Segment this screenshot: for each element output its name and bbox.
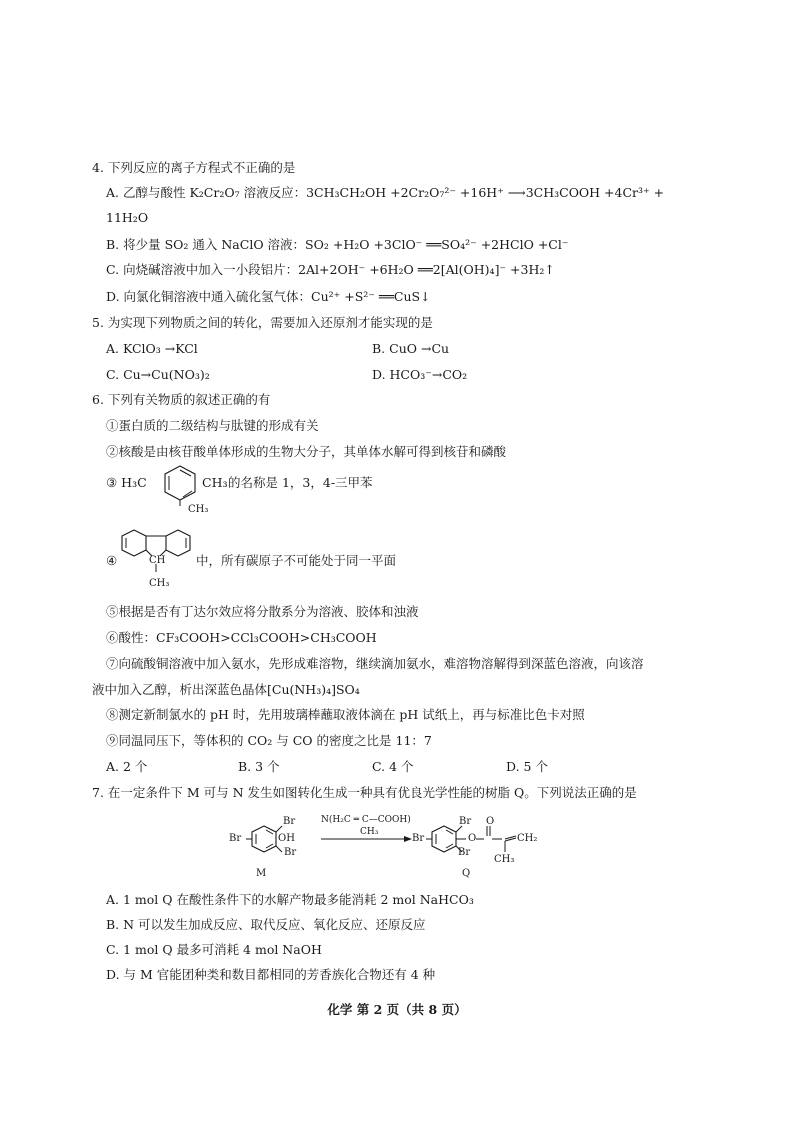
q6-item-7-cont: 液中加入乙醇，析出深蓝色晶体[Cu(NH₃)₄]SO₄ (92, 682, 360, 697)
q4-option-b: B. 将少量 SO₂ 通入 NaClO 溶液：SO₂ +H₂O +3ClO⁻ ══SO₄²⁻ +2HClO +Cl⁻ (106, 237, 569, 252)
q7-option-d: D. 与 M 官能团种类和数目都相同的芳香族化合物还有 4 种 (106, 967, 436, 982)
q6-item-4-ch: CH (149, 555, 166, 566)
q6-option-d: D. 5 个 (506, 759, 548, 774)
q4-option-a-cont: 11H₂O (106, 210, 149, 225)
q4-stem: 4. 下列反应的离子方程式不正确的是 (92, 160, 296, 175)
q6-item-8: ⑧测定新制氯水的 pH 时，先用玻璃棒蘸取液体滴在 pH 试纸上，再与标准比色卡对照 (106, 707, 585, 722)
q6-option-a: A. 2 个 (106, 759, 148, 774)
q7-option-c: C. 1 mol Q 最多可消耗 4 mol NaOH (106, 942, 322, 957)
q5-option-d: D. HCO₃⁻→CO₂ (372, 367, 468, 382)
reagent-n: N(H₂C ═ C—COOH) (321, 815, 411, 825)
q-ch2: CH₂ (517, 833, 538, 844)
q6-item-7: ⑦向硫酸铜溶液中加入氨水，先形成难溶物，继续滴加氨水，难溶物溶解得到深蓝色溶液，向该溶 (106, 656, 644, 671)
q5-stem: 5. 为实现下列物质之间的转化，需要加入还原剂才能实现的是 (92, 315, 433, 330)
q7-option-b: B. N 可以发生加成反应、取代反应、氧化反应、还原反应 (106, 917, 426, 932)
q-br-top: Br (459, 816, 472, 827)
q6-item-9: ⑨同温同压下，等体积的 CO₂ 与 CO 的密度之比是 11：7 (106, 733, 432, 748)
q5-option-c: C. Cu→Cu(NO₃)₂ (106, 367, 210, 382)
q4-option-c: C. 向烧碱溶液中加入一小段铝片：2Al+2OH⁻ +6H₂O ══2[Al(OH)₄]⁻ +3H₂↑ (106, 262, 555, 277)
m-label: M (256, 868, 267, 879)
q6-item-4-prefix: ④ (106, 553, 118, 568)
q6-item-3-ch3-bottom: CH₃ (188, 504, 209, 515)
q6-option-c: C. 4 个 (372, 759, 414, 774)
q-carbonyl-o: O (486, 816, 495, 827)
q6-item-1: ①蛋白质的二级结构与肽键的形成有关 (106, 418, 319, 433)
q4-option-d: D. 向氯化铜溶液中通入硫化氢气体：Cu²⁺ +S²⁻ ══CuS↓ (106, 289, 431, 304)
page-footer: 化学 第 2 页（共 8 页） (327, 1002, 467, 1017)
q6-item-3-suffix: 的名称是 1，3，4-三甲苯 (228, 475, 373, 490)
q7-option-a: A. 1 mol Q 在酸性条件下的水解产物最多能消耗 2 mol NaHCO₃ (106, 892, 474, 907)
q6-item-5: ⑤根据是否有丁达尔效应将分散系分为溶液、胶体和浊液 (106, 604, 419, 619)
q6-item-6: ⑥酸性：CF₃COOH>CCl₃COOH>CH₃COOH (106, 630, 377, 645)
q6-item-4-suffix: 中，所有碳原子不可能处于同一平面 (196, 553, 397, 568)
q6-stem: 6. 下列有关物质的叙述正确的有 (92, 392, 271, 407)
q-label: Q (462, 868, 471, 879)
reagent-n-ch3: CH₃ (360, 827, 379, 837)
q-ch3: CH₃ (494, 854, 515, 865)
m-br-left: Br (229, 833, 242, 844)
m-br-top: Br (283, 816, 296, 827)
q6-item-4-ch3: CH₃ (149, 578, 170, 589)
q4-option-a: A. 乙醇与酸性 K₂Cr₂O₇ 溶液反应：3CH₃CH₂OH +2Cr₂O₇²⁻ +16H⁺ ⟶3CH₃COOH +4Cr³⁺ + (106, 185, 665, 200)
m-br-bottom: Br (284, 847, 297, 858)
q5-option-a: A. KClO₃ →KCl (106, 341, 198, 356)
q5-option-b: B. CuO →Cu (372, 341, 450, 356)
q6-option-b: B. 3 个 (238, 759, 280, 774)
q-ester-o: O (468, 833, 477, 844)
q-br-bottom: Br (458, 847, 471, 858)
q6-item-3-prefix: ③ H₃C (106, 475, 147, 490)
q6-item-3-ch3-right: CH₃ (202, 475, 228, 490)
q-br-left: Br (412, 833, 425, 844)
q7-stem: 7. 在一定条件下 M 可与 N 发生如图转化生成一种具有优良光学性能的树脂 Q。下列说法正确的是 (92, 785, 637, 800)
m-oh: OH (278, 833, 295, 844)
q6-item-2: ②核酸是由核苷酸单体形成的生物大分子，其单体水解可得到核苷和磷酸 (106, 444, 507, 459)
